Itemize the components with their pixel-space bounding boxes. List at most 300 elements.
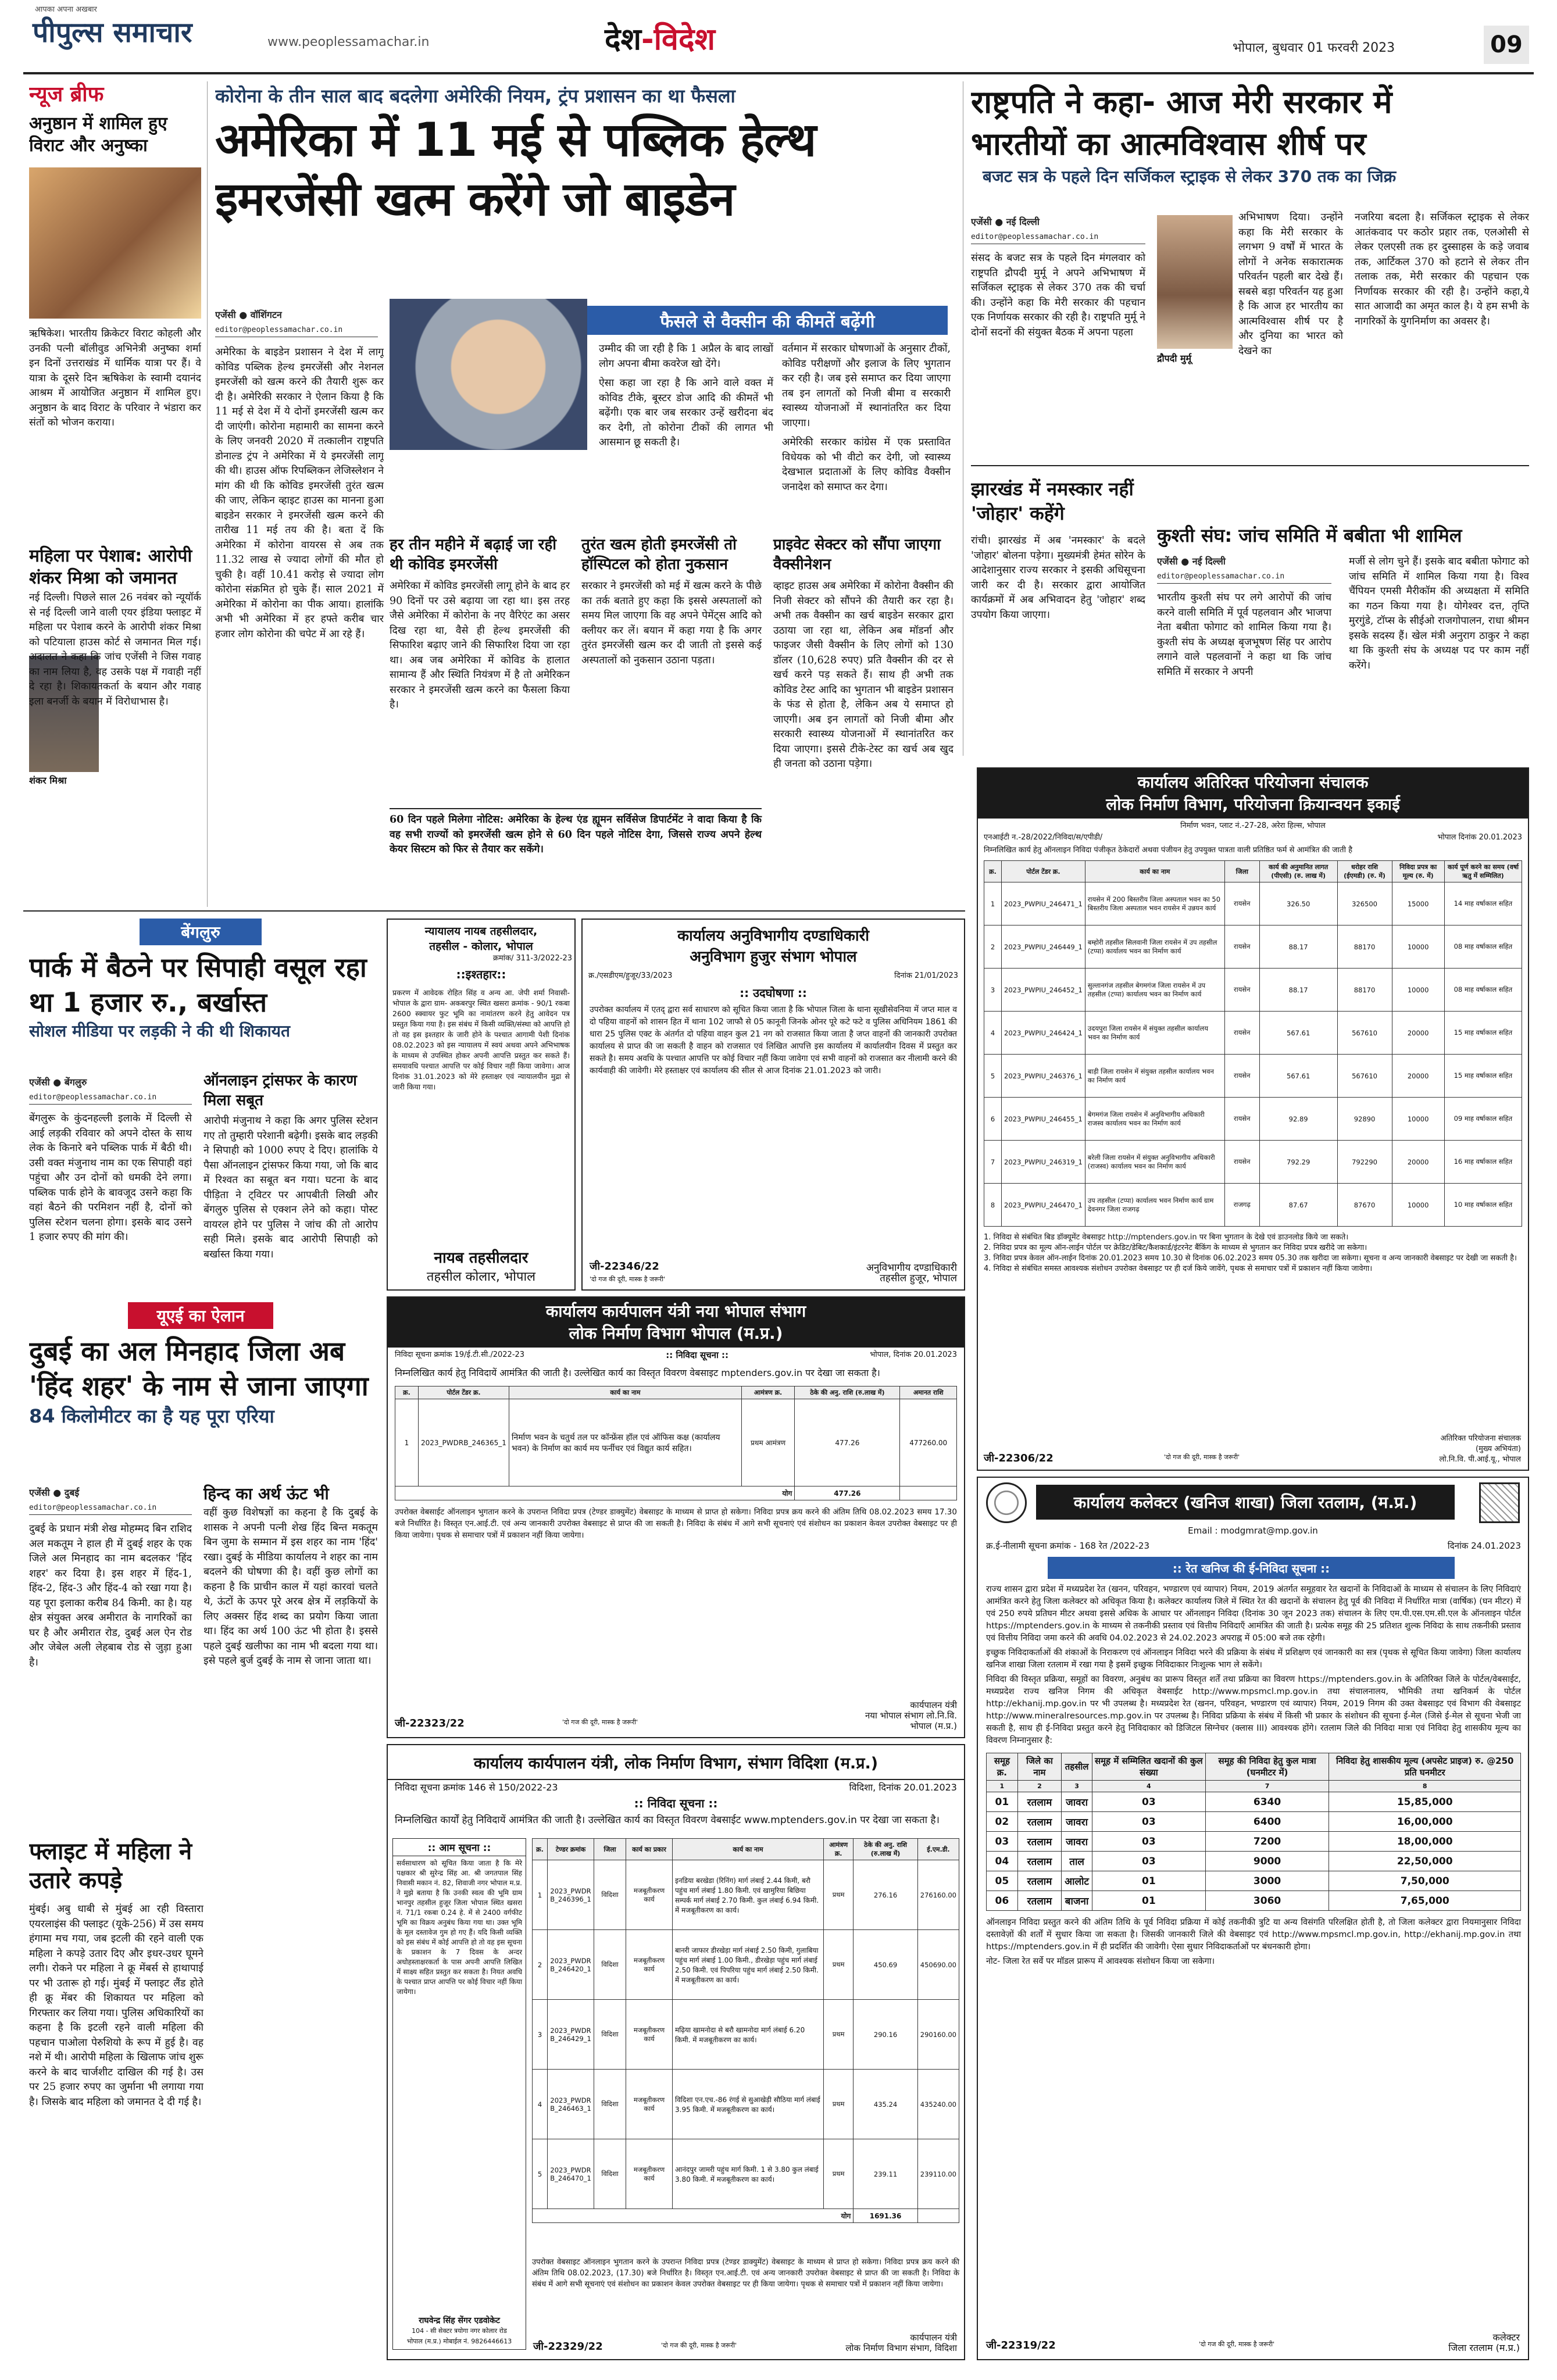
table-row [987, 1871, 1521, 1891]
table-cell: उप तहसील (टप्पा) कार्यालय भवन निर्माण कार्य ग्राम देवनगर जिला राजगढ़ [1085, 1184, 1224, 1227]
tehsil-notice-ad [387, 919, 576, 1291]
ratlam-date: दिनांक 24.01.2023 [1447, 1541, 1521, 1551]
table-row [984, 1012, 1522, 1055]
vidisha-sig-1: कार्यपालन यंत्री [910, 2332, 957, 2343]
pwd-piu-intro: निम्नलिखित कार्य हेतु ऑनलाइन निविदा पंजीकृत ठेकेदारों अथवा पंजीयन हेतु उपयुक्त पात्रता वाली प्रतिष्ठित फर्म से आमंत्रित की जाती है [984, 846, 1352, 855]
ratlam-code: जी-22319/22 [986, 2339, 1056, 2352]
table-cell: विदिशा [594, 1930, 626, 2000]
table-cell: 88170 [1337, 925, 1392, 969]
table-cell: 2023_PWPIU_246424_1 [1002, 1012, 1085, 1055]
table-cell: 450.69 [854, 1930, 917, 2000]
table-cell: 276160.00 [917, 1860, 959, 1930]
table-cell: 7 [984, 1141, 1002, 1184]
ratlam-body-1: राज्य शासन द्वारा प्रदेश में मध्यप्रदेश रेत (खनन, परिवहन, भण्डारण एवं व्यापार) नियम, 2019 अंतर्गत समूहवार रेत खदानों के निविदाओं के माध्यम से संचालन के लिए निविदाएं आमंत्रित करने हेतु जिला कलेक्टर को अधिकृत किया है। कलेक्टर कार्यालय जिले में स्थित रेत की खदानों के संचालन हेतु पूर्व की निविदा में निर्धारित मात्रा (वार्षिक) (घन मीटर) में एवं 250 रुपये प्रतिघन मीटर अथवा इससे अधिक के आधार पर ऑनलाइन निविदा (दिनांक 30 जून 2023 तक) संचालन के लिए एम.पी.एस.एम.सी.एल के ऑनलाइन पोर्टल https://mptenders.gov.in के माध्यम से तकनीकी प्रस्ताव एवं वित्तीय निविदाएँ आमंत्रित की जाती है। प्रत्येक समूह की 25 प्रतिशत शुल्क निविदा के साथ तकनीकी प्रस्ताव एवं वित्तीय निविदा जमा करने की अवधि 04.02.2023 से 24.02.2023 अपराह्न में 05:00 बजे तक रहेगी। [986, 1585, 1521, 1643]
table-cell: मजबूतीकरण कार्य [626, 2070, 673, 2139]
table-cell: 6340 [1205, 1792, 1329, 1812]
us-sub-body-2: सरकार ने इमरजेंसी को मई में खत्म करने के पीछे का तर्क बताते हुए कहा कि इससे अस्पतालों को समय मिल जाएगा कि वह अपने पेमेंट्स आदि को क्लीयर कर लें। बयान में कहा गया है कि अगर तुरंत इमरजेंसी खत्म कर दी जाती तो इससे कई अस्पतालों को नुकसान उठाना पड़ता। [581, 580, 762, 666]
table-cell: 1 [984, 882, 1002, 925]
table-header: ठेके की अनु. राशि (रु.लाख में) [854, 1839, 917, 1860]
table-cell: आनंदपुर जामरी पहुंच मार्ग किमी. 1 से 3.80 कुल लंबाई 3.80 किमी. में मजबूतीकरण का कार्य। [673, 2139, 824, 2209]
table-header: क्र. [395, 1386, 419, 1399]
president-story [971, 81, 1529, 419]
table-cell: प्रथम [824, 1860, 854, 1930]
sdm-sig-1: अनुविभागीय दण्डाधिकारी [866, 1262, 957, 1274]
table-cell: रतलाम [1017, 1871, 1061, 1891]
mumbai-body: मुंबई। अबु धाबी से मुंबई आ रही विस्तारा एयरलाइंस की फ्लाइट (यूके-256) में उस समय हंगामा मच गया, जब इटली की रहने वाली एक महिला ने कपड़े उतार दिए और इधर-उधर घूमने लगी। रोकने पर महिला ने क्रू मेंबर्स से हाथापाई पर भी उतारू हो गई। मुंबई में फ्लाइट लैंड होते ही क्रू मेंबर की शिकायत पर महिला को गिरफ्तार कर लिया गया। पुलिस अधिकारियों का कहना है कि इटली रहने वाली महिला की पहचान पाओला पेरुशियो के रूप में हुई है। वह नशे में थी। आरोपी महिला के खिलाफ जांच शुरू करने के बाद चार्जशीट दाखिल की गई है। उस पर 25 हजार रुपए का जुर्माना भी लगाया गया है। जिसके बाद महिला को जमानत दे दी गई है। [29, 1903, 203, 2108]
sdm-title: :: उदघोषणा :: [740, 986, 807, 1000]
table-cell: रायसेन [1224, 969, 1259, 1012]
wrestling-story [1157, 523, 1529, 779]
table-row [984, 969, 1522, 1012]
sdm-signature [866, 1263, 957, 1284]
table-cell: आलोट [1062, 1871, 1092, 1891]
table-cell: बेगमगंज जिला रायसेन में अनुविभागीय अधिकारी राजस्व कार्यालय भवन का निर्माण कार्य [1085, 1098, 1224, 1141]
table-cell: 477.26 [795, 1399, 900, 1486]
table-header: धरोहर राशि (ईएमडी) (रु. में) [1337, 861, 1392, 882]
table-row [533, 2070, 959, 2139]
ratlam-header: कार्यालय कलेक्टर (खनिज शाखा) जिला रतलाम, (म.प्र.) [1036, 1485, 1455, 1520]
table-cell: 2023_PWDR B_246396_1 [548, 1860, 594, 1930]
president-col-3: नजरिया बदला है। सर्जिकल स्ट्राइक से लेकर आतंकवाद पर कठोर प्रहार तक, एलओसी से लेकर एलएसी तक हर दुस्साहस के कड़े जवाब तक, आर्टिकल 370 को हटाने से लेकर तीन तलाक तक, मेरी सरकार की पहचान एक निर्णायक सरकार की रही है। उन्होंने कहा,ये सात आजादी का अमृत काल है। ये हम सभी के नागरिकों के युगनिर्माण का अवसर है। [1355, 212, 1529, 327]
table-cell: 10000 [1392, 925, 1444, 969]
table-cell: राजगढ़ [1224, 1184, 1259, 1227]
table-cell: 92.89 [1259, 1098, 1337, 1141]
table-header: टेण्डर क्रमांक [548, 1839, 594, 1860]
pwd-piu-note: 3. निविदा प्रपत्र केवल ऑन-लाईन दिनांक 20.01.2023 समय 10.30 से दिनांक 06.02.2023 समय 05.30 तक खरीदा जा सकेगा। सूचना व अन्य जानकारी वेबसाइट पर देखी जा सकती है। [984, 1254, 1517, 1263]
table-header: पोर्टल टेंडर क्र. [1002, 861, 1085, 882]
table-cell: 5 [984, 1055, 1002, 1098]
table-cell: मजबूतीकरण कार्य [626, 1930, 673, 2000]
pwd-piu-sig-1: अतिरिक्त परियोजना संचालक [1440, 1434, 1521, 1443]
us-byline: एजेंसी ● वॉशिंगटन [215, 309, 282, 320]
brief-headline-1: अनुष्ठान में शामिल हुए विराट और अनुष्का [29, 113, 167, 156]
table-cell: प्रथम [824, 2139, 854, 2209]
president-col-1: संसद के बजट सत्र के पहले दिन मंगलवार को राष्ट्रपति द्रौपदी मुर्मू ने अपने अभिभाषण में सर्जिकल स्ट्राइक से लेकर 370 तक की चर्चा की। उन्होंने कहा कि मेरी सरकार की पहचान एक निर्णायक सरकार की रही है। राष्ट्रपति मुर्मू ने दोनों सदनों की संयुक्त बैठक में अपना पहला [971, 252, 1145, 338]
table-cell: 450690.00 [917, 1930, 959, 2000]
bengaluru-kicker: सोशल मीडिया पर लड़की ने की थी शिकायत [29, 1021, 290, 1041]
wrestling-email[interactable]: editor@peoplessamachar.co.in [1157, 572, 1331, 584]
table-cell: 03 [1092, 1832, 1206, 1852]
table-cell: 2023_PWDRB_246365_1 [419, 1399, 509, 1486]
table-cell: 03 [1092, 1792, 1206, 1812]
table-header: तहसील [1062, 1753, 1092, 1781]
biden-photo [390, 299, 587, 450]
table-cell: 4 [984, 1012, 1002, 1055]
table-cell: 02 [987, 1812, 1018, 1832]
ratlam-body-3: निविदा की विस्तृत प्रक्रिया, समूहों का विवरण, अनुबंध का प्रारूप विस्तृत शर्तें तथा प्रक्रिया का विवरण https://mptenders.gov.in के अतिरिक्त जिले के पोर्टल/वेबसाईट, मध्यप्रदेश राज्य खनिज निगम की अधिकृत वेबसाईट http://www.mpsmcl.mp.gov.in तथा संचालनालय, भौमिकी तथा खनिकर्म के पोर्टल http://ekhanij.mp.gov.in पर भी उपलब्ध है। मध्यप्रदेश रेत (खनन, परिवहन, भण्डारण एवं व्यापार) नियम, 2019 निगम की उक्त वेबसाइट एवं विभाग की वेबसाइट http://www.mineralresources.mp.gov.in पर उपलब्ध है। निविदा प्रक्रिया के संबंध में किसी भी प्रकार के संशोधन की सूचना ई-मेल (जिसे ई-मेल से सूचना भेजी जा सकती है, साथ ही ई-निविदा प्रस्तुत करने हेतु निविदाकार को डिजिटल सिग्नेचर (क्लास III) आवश्यक होंगे। रतलाम जिले की निविदा मात्रा एवं निविदा हेतु शासकीय मूल्य का विवरण निम्नानुसार है: [986, 1675, 1521, 1745]
table-cell: 7,65,000 [1329, 1891, 1521, 1911]
dubai-headline: दुबई का अल मिनहाद जिला अब 'हिंद शहर' के नाम से जाना जाएगा [29, 1335, 369, 1402]
table-cell: 16 माह वर्षाकाल सहित [1444, 1141, 1522, 1184]
ratlam-sig-1: कलेक्टर [1492, 2332, 1520, 2343]
sdm-body: उपरोक्त कार्यालय में एतद् द्वारा सर्व साधारण को सूचित किया जाता है कि भोपाल जिला के थाना सूखीसेवनिया में जप्त माल व दो पहिया वाहनों को शासन हित में थाना 102 जाफौ से 05 कानूनी जिनके ओनर पूरे कटे फटे व पुलिस अधिनियम 1861 की धारा 25 पुलिस एक्ट के अंतर्गत दो पहिया वाहन कुल 21 नग को राजसात किया जाता है जप्त वाहनों की जानकारी उपरोक्त कार्यालय से प्राप्त की जा सकती है वाहन को राजसात एवं लिखित आपत्ति इस कार्यालय में कार्यालयीन दिवस में प्रस्तुत कर सकते है। समय अवधि के पश्चात आपत्ति पर कोई विचार नहीं किया जावेगा एवं सभी वाहनों को राजसात कर नीलामी करने की कार्यवाही की जावेगी। मेरे हस्ताक्षर एवं कार्यालय की सील से आज दिनांक 21.01.2023 को जारी। [590, 1005, 957, 1075]
us-sub-headline-1: हर तीन महीने में बढ़ाई जा रही थी कोविड इमरजेंसी [390, 536, 556, 573]
president-email[interactable]: editor@peoplessamachar.co.in [971, 233, 1145, 244]
table-cell: 01 [1092, 1891, 1206, 1911]
president-headline-2: भारतीयों का आत्मविश्वास शीर्ष पर [971, 126, 1366, 162]
table-cell: 239.11 [854, 2139, 917, 2209]
table-cell: विदिशा [594, 2070, 626, 2139]
us-email[interactable]: editor@peoplessamachar.co.in [215, 326, 378, 337]
dubai-story [29, 1302, 378, 1837]
us-bullets-left [599, 342, 773, 451]
new-bhopal-intro: निम्नलिखित कार्य हेतु निविदायें आमंत्रित की जाती है। उल्लेखित कार्य का विस्तृत विवरण वेबसाइट mptenders.gov.in पर देखा जा सकता है। [395, 1367, 880, 1378]
table-cell: 5 [533, 2139, 548, 2209]
section-title: देश-विदेश [605, 22, 715, 57]
table-cell: 15 माह वर्षाकाल सहित [1444, 1012, 1522, 1055]
new-bhopal-office-2: लोक निर्माण विभाग भोपाल (म.प्र.) [569, 1324, 783, 1343]
us-headline-1: अमेरिका में 11 मई से पब्लिक हेल्थ [215, 113, 816, 167]
table-cell: 1 [533, 1860, 548, 1930]
pwd-piu-tender-ad [977, 767, 1529, 1471]
table-cell: 7,50,000 [1329, 1871, 1521, 1891]
vidisha-table [532, 1838, 959, 2223]
pwd-piu-signature [1347, 1434, 1521, 1465]
us-sub-headline-3: प्राइवेट सेक्टर को सौंपा जाएगा वैक्सीनेशन [773, 536, 941, 573]
table-cell: 15 माह वर्षाकाल सहित [1444, 1055, 1522, 1098]
table-cell: 04 [987, 1852, 1018, 1871]
bengaluru-story [29, 919, 378, 1296]
table-cell: प्रथम [824, 2070, 854, 2139]
table-cell: 3 [984, 969, 1002, 1012]
president-headline-1: राष्ट्रपति ने कहा- आज मेरी सरकार में [971, 84, 1392, 120]
table-column-number: 7 [1205, 1781, 1329, 1792]
dubai-col-2: वहीं कुछ विशेषज्ञों का कहना है कि दुबई के शासक ने अपनी पत्नी शेख हिंद बिन्त मकतूम बिन जुमा के सम्मान में इस शहर का नाम 'हिंद' रखा। दुबई के मीडिया कार्यालय ने शहर का नाम बदलने की घोषणा की है। वहीं कुछ लोगों का कहना है कि प्राचीन काल में यहां कारवां चलते थे, ऊंटों के ऊपर पूरे अरब क्षेत्र में लड़कियों के लिए अक्सर हिंद शब्द का प्रयोग किया जाता था। हिंद का अर्थ 100 ऊंट भी होता है। इससे पहले दुबई खलीफा का नाम भी बदला गया था। इसे पहले बुर्ज दुबई के नाम से जाना जाता था। [203, 1507, 378, 1667]
table-header: समूह क्र. [987, 1753, 1018, 1781]
table-cell: 3000 [1205, 1871, 1329, 1891]
us-kicker: कोरोना के तीन साल बाद बदलेगा अमेरिकी नियम, ट्रंप प्रशासन का था फैसला [215, 85, 735, 107]
table-cell: 792.29 [1259, 1141, 1337, 1184]
table-cell: रायसेन में 200 बिस्तरीय जिला अस्पताल भवन का 50 बिस्तरीय जिला अस्पताल भवन रायसेन में उन्नयन कार्य [1085, 882, 1224, 925]
table-cell: प्रथम [824, 2000, 854, 2070]
table-row [987, 1891, 1521, 1911]
table-cell: 88170 [1337, 969, 1392, 1012]
ratlam-body-5: नोट- जिला रेत सर्वे पर मॉडल प्रारूप में आवश्यक संशोधन किया जा सकेगा। [986, 1957, 1215, 1966]
new-bhopal-sig-2: नया भोपाल संभाग लो.नि.वि. [865, 1710, 957, 1721]
new-bhopal-sig-1: कार्यपालन यंत्री [910, 1700, 957, 1710]
table-cell: विदिशा [594, 2139, 626, 2209]
new-bhopal-sig-3: भोपाल (म.प्र.) [910, 1721, 957, 1731]
table-cell: मढ़िया खामनोदा से बरौ खामनोदा मार्ग लंबाई 6.20 किमी. में मजबूतीकरण का कार्य। [673, 2000, 824, 2070]
tehsil-title: ::इश्तहार:: [456, 967, 506, 981]
aam-title: :: आम सूचना :: [393, 1839, 526, 1856]
us-subsection-2 [581, 535, 762, 668]
table-cell: 477.26 [795, 1486, 900, 1500]
table-cell: 05 [987, 1871, 1018, 1891]
table-header: कार्य का नाम [509, 1386, 741, 1399]
vidisha-signature [845, 2332, 957, 2353]
pwd-piu-ref: एनआईटी न.-28/2022/निविदा/स/एपीडी/ [984, 833, 1103, 842]
new-bhopal-table [395, 1386, 957, 1500]
aam-body: सर्वसाधारण को सूचित किया जाता है कि मेरे पक्षकार श्री सुरेन्द्र सिंह आ. श्री जगतपाल सिंह निवासी मकान नं. 82, शिवाजी नगर भोपाल म.प्र. ने मुझे बताया है कि उनकी स्वत्व की भूमि ग्राम भानपुर तहसील हुजूर जिला भोपाल स्थित खसरा नं. 71/1 रकबा 0.24 हे. में से 2400 वर्गफीट भूमि का विक्रय अनुबंध किया गया था। उक्त भूमि के मूल दस्तावेज गुम हो गए हैं। यदि किसी व्यक्ति को इस संबंध में कोई आपत्ति हो तो वह इस सूचना के प्रकाशन के 7 दिवस के अन्दर अधोहस्ताक्षरकर्ता के पास अपनी आपत्ति लिखित में साक्ष्य सहित प्रस्तुत कर सकता है। नियत अवधि के पश्चात प्राप्त आपत्ति पर कोई विचार नहीं किया जायेगा। [397, 1859, 522, 1996]
table-cell: 14 माह वर्षाकाल सहित [1444, 882, 1522, 925]
ratlam-stamp-icon [1479, 1482, 1520, 1523]
pwd-piu-note: 1. निविदा से संबंधित बिड डॉक्यूमेंट वेबसाइट http://mptenders.gov.in पर बिना भुगतान के देखे एवं डाउनलोड किये जा सकते। [984, 1233, 1349, 1242]
us-bullet: वर्तमान में सरकार घोषणाओं के अनुसार टीकों, कोविड परीक्षणों और इलाज के लिए भुगतान कर रही है। जब इसे समाप्त कर दिया जाएगा तब इन लागतों को निजी बीमा व सरकारी स्वास्थ्य योजनाओं में स्थानांतरित कर दिया जाएगा। [782, 343, 951, 429]
vidisha-sig-2: लोक निर्माण विभाग संभाग, विदिशा [845, 2343, 957, 2353]
table-cell: 239110.00 [917, 2139, 959, 2209]
table-cell: उदयपुरा जिला रायसेन में संयुक्त तहसील कार्यालय भवन का निर्माण कार्य [1085, 1012, 1224, 1055]
us-body: अमेरिका के बाइडेन प्रशासन ने देश में लागू कोविड पब्लिक हेल्थ इमरजेंसी और नेशनल इमरजेंसी को खत्म करने की तैयारी शुरू कर दी है। अमेरिकी सरकार ने ऐलान किया है कि 11 मई से देश में ये दोनों इमरजेंसी खत्म कर दी जाएंगी। कोरोना महामारी का सामना करने के लिए जनवरी 2020 में तत्कालीन राष्ट्रपति डोनाल्ड ट्रंप ने अमेरिका में ये इमरजेंसी लागू की थी। हाउस ऑफ रिपब्लिकन लेजिस्लेशन ने मांग की थी कि कोविड इमरजेंसी तुरंत खत्म की जाए, लेकिन व्हाइट हाउस का मानना हुआ बाइडेन सरकार ने इमरजेंसी खत्म करने की तारीख 11 मई तय की है। बता दें कि अमेरिका में कोरोना वायरस से अब तक 11.32 लाख से ज्यादा लोगों की मौत हो चुकी है। वहीं 10.41 करोड़ से ज्यादा लोग कोरोना संक्रमित हो चुके हैं। साल 2021 में अमेरिका में कोरोना का पीक आया। हालांकि अभी भी अमेरिका में हर हफ्ते करीब चार हजार लोग कोरोना की चपेट में आ रहे हैं। [215, 346, 384, 640]
sdm-date: दिनांक 21/01/2023 [894, 971, 958, 980]
president-col-2: अभिभाषण दिया। उन्होंने कहा कि मेरी सरकार के लगभग 9 वर्षों में भारत के लोगों ने अनेक सकारात्मक परिवर्तन पहली बार देखे हैं। सबसे बड़ा परिवर्तन यह हुआ है कि आज हर भारतीय का आत्मविश्वास शीर्ष पर है और दुनिया का भारत को देखने का [1238, 212, 1343, 357]
ratlam-table [986, 1753, 1521, 1911]
masthead [0, 0, 1557, 70]
table-cell: 3060 [1205, 1891, 1329, 1911]
table-cell: मजबूतीकरण कार्य [626, 2000, 673, 2070]
pwd-piu-motto: 'दो गज की दूरी, मास्क है जरूरी' [1164, 1453, 1240, 1461]
table-cell: 9000 [1205, 1852, 1329, 1871]
president-byline: एजेंसी ● नई दिल्ली [971, 216, 1040, 227]
us-subsection-3 [773, 535, 954, 772]
table-column-number: 1 [987, 1781, 1018, 1792]
bengaluru-headline: पार्क में बैठने पर सिपाही वसूल रहा था 1 हजार रु., बर्खास्त [29, 952, 367, 1018]
table-row [987, 1812, 1521, 1832]
new-bhopal-code: जी-22323/22 [395, 1717, 465, 1729]
table-row [984, 1141, 1522, 1184]
vidisha-code: जी-22329/22 [533, 2340, 603, 2353]
ratlam-body-4: ऑनलाइन निविदा प्रस्तुत करने की अंतिम तिथि के पूर्व निविदा प्रक्रिया में कोई तकनीकी त्रुटि या अन्य विसंगति परिलक्षित होती है, तो जिला कलेक्टर द्वारा नियमानुसार निविदा दस्तावेज़ों की शर्तों में सुधार किया जा सकता है। जिसकी जानकारी जिले की वेबसाइट एवं http://www.mpsmcl.mp.gov.in, http://ekhanij.mp.gov.in तथा https://mptenders.gov.in में ही प्रदर्शित की जावेगी। ऐसा सुधार निविदाकर्ताओं पर बंधनकारी होगा। [986, 1918, 1521, 1952]
wrestling-col-2: मर्जी से लोग चुने हैं। इसके बाद बबीता फोगाट को जांच समिति में शामिल किया गया है। विश्व चैंपियन एमसी मैरीकॉम की अध्यक्षता में समिति का गठन किया गया है। योगेश्वर दत्त, तृप्ति मुरगुंडे, टॉप्स के सीईओ राजगोपालन, राधा श्रीमन इसके सदस्य हैं। खेल मंत्री अनुराग ठाकुर ने कहा था कि कुश्ती संघ के अध्यक्ष पद पर काम नहीं करेंगे। [1349, 556, 1529, 671]
pwd-piu-address: निर्माण भवन, प्लाट नं.-27-28, अरेरा हिल्स, भोपाल [1180, 821, 1326, 830]
table-cell: रायसेन [1224, 1098, 1259, 1141]
sdm-office-1: कार्यालय अनुविभागीय दण्डाधिकारी [677, 927, 869, 945]
us-headline-2: इमरजेंसी खत्म करेंगे जो बाइडेन [215, 172, 735, 226]
table-cell: बानरी जाफार डीरखेड़ा मार्ग लंबाई 2.50 किमी, गुलाबिया पहुंच मार्ग लंबाई 1.00 किमी., डीरखेड़ा पहुंच मार्ग लंबाई 2.50 किमी. एवं पिपरिया पहुंच मार्ग लंबाई 2.50 किमी. में मजबूतीकरण का कार्य। [673, 1930, 824, 2000]
table-cell: 10000 [1392, 1184, 1444, 1227]
table-cell: 06 [987, 1891, 1018, 1911]
table-cell: 22,50,000 [1329, 1852, 1521, 1871]
table-cell: 7200 [1205, 1832, 1329, 1852]
mumbai-story [29, 1837, 203, 2360]
table-cell: 326500 [1337, 882, 1392, 925]
president-photo-caption: द्रौपदी मुर्मू [1157, 353, 1192, 364]
draupadi-murmu-photo [1157, 215, 1233, 349]
table-cell: 16,00,000 [1329, 1812, 1521, 1832]
table-header: कार्य की अनुमानित लागत (पीएसी) (रु. लाख में) [1259, 861, 1337, 882]
aam-sig-3: भोपाल (म.प्र.) मोबाईल नं. 9826446613 [406, 2338, 512, 2345]
table-cell: योग [533, 2209, 854, 2223]
mp-emblem-icon [986, 1482, 1027, 1523]
table-header: पोर्टल टेंडर क्र. [419, 1386, 509, 1399]
us-vaccine-banner: फैसले से वैक्सीन की कीमतें बढ़ेंगी [587, 306, 948, 335]
brief-story-2: नई दिल्ली। पिछले साल 26 नवंबर को न्यूयॉर्क से नई दिल्ली जाने वाली एयर इंडिया फ्लाइट में महिला पर पेशाब करने के आरोपी शंकर मिश्रा को पटियाला हाउस कोर्ट से जमानत मिल गई। अदालत ने कहा कि जांच एजेंसी ने जिस गवाह का नाम लिया है, वह उसके पक्ष में गवाही नहीं दे रहा है। शिकायतकर्ता के बयान और गवाह इला बनर्जी के बयान में विरोधाभास है। [29, 592, 201, 707]
dubai-email[interactable]: editor@peoplessamachar.co.in [29, 1503, 192, 1515]
bengaluru-email[interactable]: editor@peoplessamachar.co.in [29, 1093, 192, 1105]
table-cell: जावरा [1062, 1792, 1092, 1812]
table-cell: रायसेन [1224, 925, 1259, 969]
section-videsh: विदेश [653, 22, 715, 57]
table-cell: 15,85,000 [1329, 1792, 1521, 1812]
table-cell: रायसेन [1224, 1141, 1259, 1184]
tehsil-office-2: तहसील - कोलार, भोपाल [429, 940, 533, 953]
table-row [987, 1792, 1521, 1812]
table-cell: 18,00,000 [1329, 1832, 1521, 1852]
table-cell: 8 [984, 1184, 1002, 1227]
table-cell: 6400 [1205, 1812, 1329, 1832]
dubai-subheadline: हिन्द का अर्थ ऊंट भी [203, 1484, 329, 1503]
table-header: ई.एम.डी. [917, 1839, 959, 1860]
table-row [984, 1098, 1522, 1141]
table-header: कार्य का नाम [673, 1839, 824, 1860]
new-bhopal-ref: निविदा सूचना क्रमांक 19/ई.टी.सी./2022-23 [395, 1350, 525, 1359]
table-cell: 2023_PWPIU_246470_1 [1002, 1184, 1085, 1227]
table-cell: 20000 [1392, 1055, 1444, 1098]
sdm-sig-2: तहसील हुजूर, भोपाल [880, 1273, 957, 1284]
table-header: अमानत राशि [900, 1386, 957, 1399]
table-cell: 10000 [1392, 1098, 1444, 1141]
table-cell: प्रथम आमंत्रण [741, 1399, 794, 1486]
pwd-piu-office-1: कार्यालय अतिरिक्त परियोजना संचालक [1137, 773, 1369, 792]
table-cell: 01 [987, 1792, 1018, 1812]
us-bullet: ऐसा कहा जा रहा है कि आने वाले वक्त में कोविड टीके, बूस्टर डोज आदि की कीमतें भी बढ़ेंगी। एक बार जब सरकार उन्हें खरीदना बंद कर देगी, तो कोरोना टीकों की लागत भी आसमान छू सकती है। [599, 377, 773, 448]
tehsil-sig-1: नायब तहसीलदार [434, 1249, 528, 1267]
table-header: निविदा प्रपत्र का मूल्य (रु. में) [1392, 861, 1444, 882]
section-desh: देश [605, 22, 641, 57]
table-header: ठेके की अनु. राशि (रु.लाख में) [795, 1386, 900, 1399]
table-header: जिला [1224, 861, 1259, 882]
table-header: जिला [594, 1839, 626, 1860]
wrestling-headline: कुश्ती संघ: जांच समिति में बबीता भी शामिल [1157, 524, 1462, 546]
table-cell: 08 माह वर्षाकाल सहित [1444, 925, 1522, 969]
table-cell: रतलाम [1017, 1852, 1061, 1871]
vidisha-tender-ad [387, 1744, 965, 2360]
wrestling-byline: एजेंसी ● नई दिल्ली [1157, 556, 1226, 567]
logo: पीपुल्स समाचार [33, 16, 192, 49]
table-cell: जावरा [1062, 1812, 1092, 1832]
vidisha-ref: निविदा सूचना क्रमांक 146 से 150/2022-23 [395, 1782, 558, 1793]
table-cell: रायसेन [1224, 882, 1259, 925]
pwd-piu-note: 4. निविदा से संबंधित समस्त आवश्यक संशोधन उपरोक्त वेबसाइट पर ही दर्ज किये जावेंगे, पृथक से समाचार पत्रों में प्रकाशन नहीं किया जावेगा। [984, 1264, 1373, 1273]
aam-suchna-ad [392, 1838, 526, 2350]
table-cell: 1 [395, 1399, 419, 1486]
table-cell: 567.61 [1259, 1055, 1337, 1098]
table-cell: रतलाम [1017, 1891, 1061, 1911]
table-cell: 01 [1092, 1871, 1206, 1891]
table-cell: जावरा [1062, 1832, 1092, 1852]
table-cell: 03 [1092, 1852, 1206, 1871]
table-cell: सुल्तानगंज तहसील बेगमगंज जिला रायसेन में उप तहसील (टप्पा) कार्यालय भवन का निर्माण कार्य [1085, 969, 1224, 1012]
table-cell: 88.17 [1259, 925, 1337, 969]
table-header: समूह की निविदा हेतु कुल मात्रा (घनमीटर में) [1205, 1753, 1329, 1781]
table-cell: 1691.36 [854, 2209, 917, 2223]
pwd-piu-note: 2. निविदा प्रपत्र का मूल्य ऑन-लाईन पोर्टल पर क्रेडिट/डेबिट/कैशकार्ड/इंटरनेट बैंकिंग के माध्यम से भुगतान कर निविदा प्रपत्र खरीदे जा सकेगा। [984, 1243, 1367, 1252]
table-cell: बरेली जिला रायसेन में संयुक्त अनुविभागीय अधिकारी (राजस्व) कार्यालय भवन का निर्माण कार्य [1085, 1141, 1224, 1184]
dubai-byline: एजेंसी ● दुबई [29, 1487, 80, 1498]
tehsil-case-no: क्रमांक/ 311-3/2022-23 [492, 954, 572, 963]
us-sub-body-1: अमेरिका में कोविड इमरजेंसी लागू होने के बाद हर 90 दिनों पर उसे बढ़ाया जा रहा था। इस तरह जैसे अमेरिका में कोरोना के नए वैरिएंट का असर दिख रहा था, वैसे ही हेल्थ इमरजेंसी की सिफारिश बढ़ाए जाने की सिफारिश दिया जा रहा था। अब जब अमेरिका में कोविड के हालात सामान्य हैं और स्थिति नियंत्रण में है तो अमेरिकन सरकार ने इमरजेंसी खत्म करने का फैसला किया है। [390, 580, 570, 710]
table-column-number: 3 [1062, 1781, 1092, 1792]
table-cell: रतलाम [1017, 1812, 1061, 1832]
table-row [987, 1852, 1521, 1871]
new-bhopal-motto: 'दो गज की दूरी, मास्क है जरूरी' [562, 1718, 638, 1726]
shankar-mishra-caption: शंकर मिश्रा [29, 775, 67, 786]
table-cell: 15000 [1392, 882, 1444, 925]
masthead-tagline: आपका अपना अखबार [35, 5, 97, 14]
bengaluru-col-2: आरोपी मंजुनाथ ने कहा कि अगर पुलिस स्टेशन गए तो तुम्हारी परेशानी बढ़ेगी। इसके बाद लड़की ने सिपाही को 1000 रुपए दे दिए। हालांकि ये पैसा ऑनलाइन ट्रांसफर किया गया, जो कि बाद में रिश्वत का सबूत बन गया। घटना के बाद पीड़िता ने ट्विटर पर आपबीती लिखी और बेंगलुरु पुलिस से एक्शन लेने को कहा। पोस्ट वायरल होने पर पुलिस ने जांच की तो आरोप सही मिले। इसके बाद आरोपी सिपाही को बर्खास्त किया गया। [203, 1115, 378, 1260]
table-cell: 92890 [1337, 1098, 1392, 1141]
table-header: जिले का नाम [1017, 1753, 1061, 1781]
new-bhopal-footer: उपरोक्त वेबसाईट ऑनलाइन भुगतान करने के उपरान्त निविदा प्रपत्र (टेण्डर डाक्युमेंट) वेबसाइट के माध्यम से प्राप्त हो सकेगा। निविदा प्रपत्र क्रय करने की अंतिम तिथि 08.02.2023 समय 17.30 बजे निर्धारित है। विस्तृत एन.आई.टी. एवं अन्य जानकारी उपरोक्त वेबसाइट से प्राप्त की जा सकती है। निविदा के संबंध में आगे सभी सूचनाएं एवं संशोधन का प्रकाशन केवल उपरोक्त वेबसाइट पर ही किया जायेगा। पृथक से समाचार पत्रों में प्रकाशन नहीं किया जायेगा। [395, 1507, 957, 1540]
table-cell: 20000 [1392, 1012, 1444, 1055]
bengaluru-label: बेंगलुरु [140, 919, 262, 945]
table-cell: बम्होरी तहसील सिलवानी जिला रायसेन में उप तहसील (टप्पा) कार्यालय भवन का निर्माण कार्य [1085, 925, 1224, 969]
table-cell: 2023_PWPIU_246455_1 [1002, 1098, 1085, 1141]
us-notice-box: 60 दिन पहले मिलेगा नोटिस: अमेरिका के हेल्थ एंड ह्यूमन सर्विसेज डिपार्टमेंट ने वादा किया है कि वह सभी राज्यों को इमरजेंसी खत्म होने से 60 दिन पहले नोटिस देगा, जिससे राज्य अपने हेल्थ केयर सिस्टम को फिर से तैयार कर सकेंगे। [390, 808, 762, 857]
pwd-piu-notes [978, 1230, 1528, 1277]
table-cell: विदिशा [594, 2000, 626, 2070]
table-cell: मजबूतीकरण कार्य [626, 1860, 673, 1930]
pwd-piu-header [978, 769, 1528, 819]
table-cell: 477260.00 [900, 1399, 957, 1486]
table-cell: 20000 [1392, 1141, 1444, 1184]
aam-sig-2: 104 - सी सेक्टर त्रयोगा नगर कोलार रोड [412, 2327, 507, 2335]
table-header: आमंत्रण क्र. [824, 1839, 854, 1860]
table-header: समूह में सम्मिलित खदानों की कुल संख्या [1092, 1753, 1206, 1781]
new-bhopal-office-1: कार्यालय कार्यपालन यंत्री नया भोपाल संभाग [545, 1302, 806, 1321]
ratlam-sand-tender-ad [977, 1477, 1529, 2360]
table-header: कार्य का नाम [1085, 861, 1224, 882]
table-row [987, 1832, 1521, 1852]
table-row [533, 2139, 959, 2209]
table-cell: रायसेन [1224, 1012, 1259, 1055]
dubai-col-1: दुबई के प्रधान मंत्री शेख मोहम्मद बिन राशिद अल मकतूम ने हाल ही में दुबई शहर के एक जिले अल मिनहाद का नाम बदलकर 'हिंद शहर' कर दिया है। इस शहर में हिंद-1, हिंद-2, हिंद-3 और हिंद-4 को रखा गया है। यह पूरा इलाका करीब 84 किमी. का है। यह क्षेत्र संयुक्त अरब अमीरात के नागरिकों का घर है और अमीरात रोड, दुबई अल ऐन रोड और जेबेल अली लेहबाब रोड से जुड़ा हुआ है। [29, 1523, 192, 1668]
table-row [395, 1399, 957, 1486]
ratlam-motto: 'दो गज की दूरी, मास्क है जरूरी' [1199, 2340, 1275, 2348]
table-cell: 2023_PWPIU_246376_1 [1002, 1055, 1085, 1098]
ratlam-email[interactable]: Email : modgmrat@mp.gov.in [1188, 1525, 1318, 1536]
brief-story-1: ऋषिकेश। भारतीय क्रिकेटर विराट कोहली और उनकी पत्नी बॉलीवुड अभिनेत्री अनुष्का शर्मा इन दिनों उत्तराखंड में धार्मिक यात्रा पर हैं। वे यात्रा के दूसरे दिन ऋषिकेश के स्वामी दयानंद आश्रम में आयोजित अनुष्ठान में शामिल हुए। अनुष्ठान के बाद विराट के परिवार ने भंडारा कर संतों को भोजन कराया। [29, 328, 201, 428]
new-bhopal-date: भोपाल, दिनांक 20.01.2023 [870, 1350, 957, 1359]
table-cell: 435240.00 [917, 2070, 959, 2139]
table-cell: 3 [533, 2000, 548, 2070]
vidisha-intro: निम्नलिखित कार्यों हेतु निविदायें आमंत्रित की जाती है। उल्लेखित कार्य का विस्तृत विवरण वेबसाईट www.mptenders.gov.in पर देखा जा सकता है। [395, 1814, 940, 1826]
ratlam-signature [1448, 2332, 1520, 2353]
table-cell: 290160.00 [917, 2000, 959, 2070]
table-cell: 4 [533, 2070, 548, 2139]
vidisha-header: कार्यालय कार्यपालन यंत्री, लोक निर्माण विभाग, संभाग विदिशा (म.प्र.) [388, 1745, 964, 1780]
table-cell: 2023_PWDR B_246420_1 [548, 1930, 594, 2000]
table-cell: बाड़ी जिला रायसेन में संयुक्त तहसील कार्यालय भवन का निर्माण कार्य [1085, 1055, 1224, 1098]
pwd-piu-sig-3: लो.नि.वि. पी.आई.यू., भोपाल [1439, 1455, 1521, 1464]
president-kicker: बजट सत्र के पहले दिन सर्जिकल स्ट्राइक से लेकर 370 तक का जिक्र [983, 167, 1397, 186]
us-bullet: अमेरिकी सरकार कांग्रेस में एक प्रस्तावित विधेयक को भी वीटो कर देगी, जो स्वास्थ्य देखभाल प्रदाताओं के लिए कोविड वैक्सीन जनादेश को समाप्त कर देगा। [782, 437, 951, 493]
tehsil-office-1: न्यायालय नायब तहसीलदार, [424, 925, 538, 938]
sdm-ref: क्र./एसडीएम/हुजूर/33/2023 [588, 971, 673, 980]
pwd-piu-date: भोपाल दिनांक 20.01.2023 [1437, 833, 1522, 842]
us-main-column [215, 308, 378, 337]
table-cell: 2023_PWPIU_246452_1 [1002, 969, 1085, 1012]
table-cell: ताल [1062, 1852, 1092, 1871]
pwd-piu-code: जी-22306/22 [984, 1452, 1054, 1464]
vidisha-motto: 'दो गज की दूरी, मास्क है जरूरी' [661, 2342, 737, 2349]
table-cell: 2023_PWDR B_246470_1 [548, 2139, 594, 2209]
table-cell: 276.16 [854, 1860, 917, 1930]
table-row [984, 1055, 1522, 1098]
table-row [984, 882, 1522, 925]
table-cell: 567.61 [1259, 1012, 1337, 1055]
table-total-row [395, 1486, 957, 1500]
dateline: भोपाल, बुधवार 01 फरवरी 2023 [1233, 41, 1395, 55]
tehsil-sig-2: तहसील कोलार, भोपाल [426, 1270, 536, 1284]
website[interactable]: www.peoplessamachar.in [267, 35, 430, 49]
table-column-number: 8 [1329, 1781, 1521, 1792]
table-cell: रतलाम [1017, 1832, 1061, 1852]
table-cell: निर्माण भवन के चतुर्थ तल पर कॉन्फ्रेंस हॉल एवं ऑफिस कक्ष (कार्यालय भवन) के निर्माण का कार्य मय फर्नीचर एवं विद्युत कार्य सहित। [509, 1399, 741, 1486]
page-number: 09 [1484, 26, 1529, 64]
table-cell: रायसेन [1224, 1055, 1259, 1098]
jharkhand-headline: झारखंड में नमस्कार नहीं 'जोहार' कहेंगे [971, 478, 1134, 524]
